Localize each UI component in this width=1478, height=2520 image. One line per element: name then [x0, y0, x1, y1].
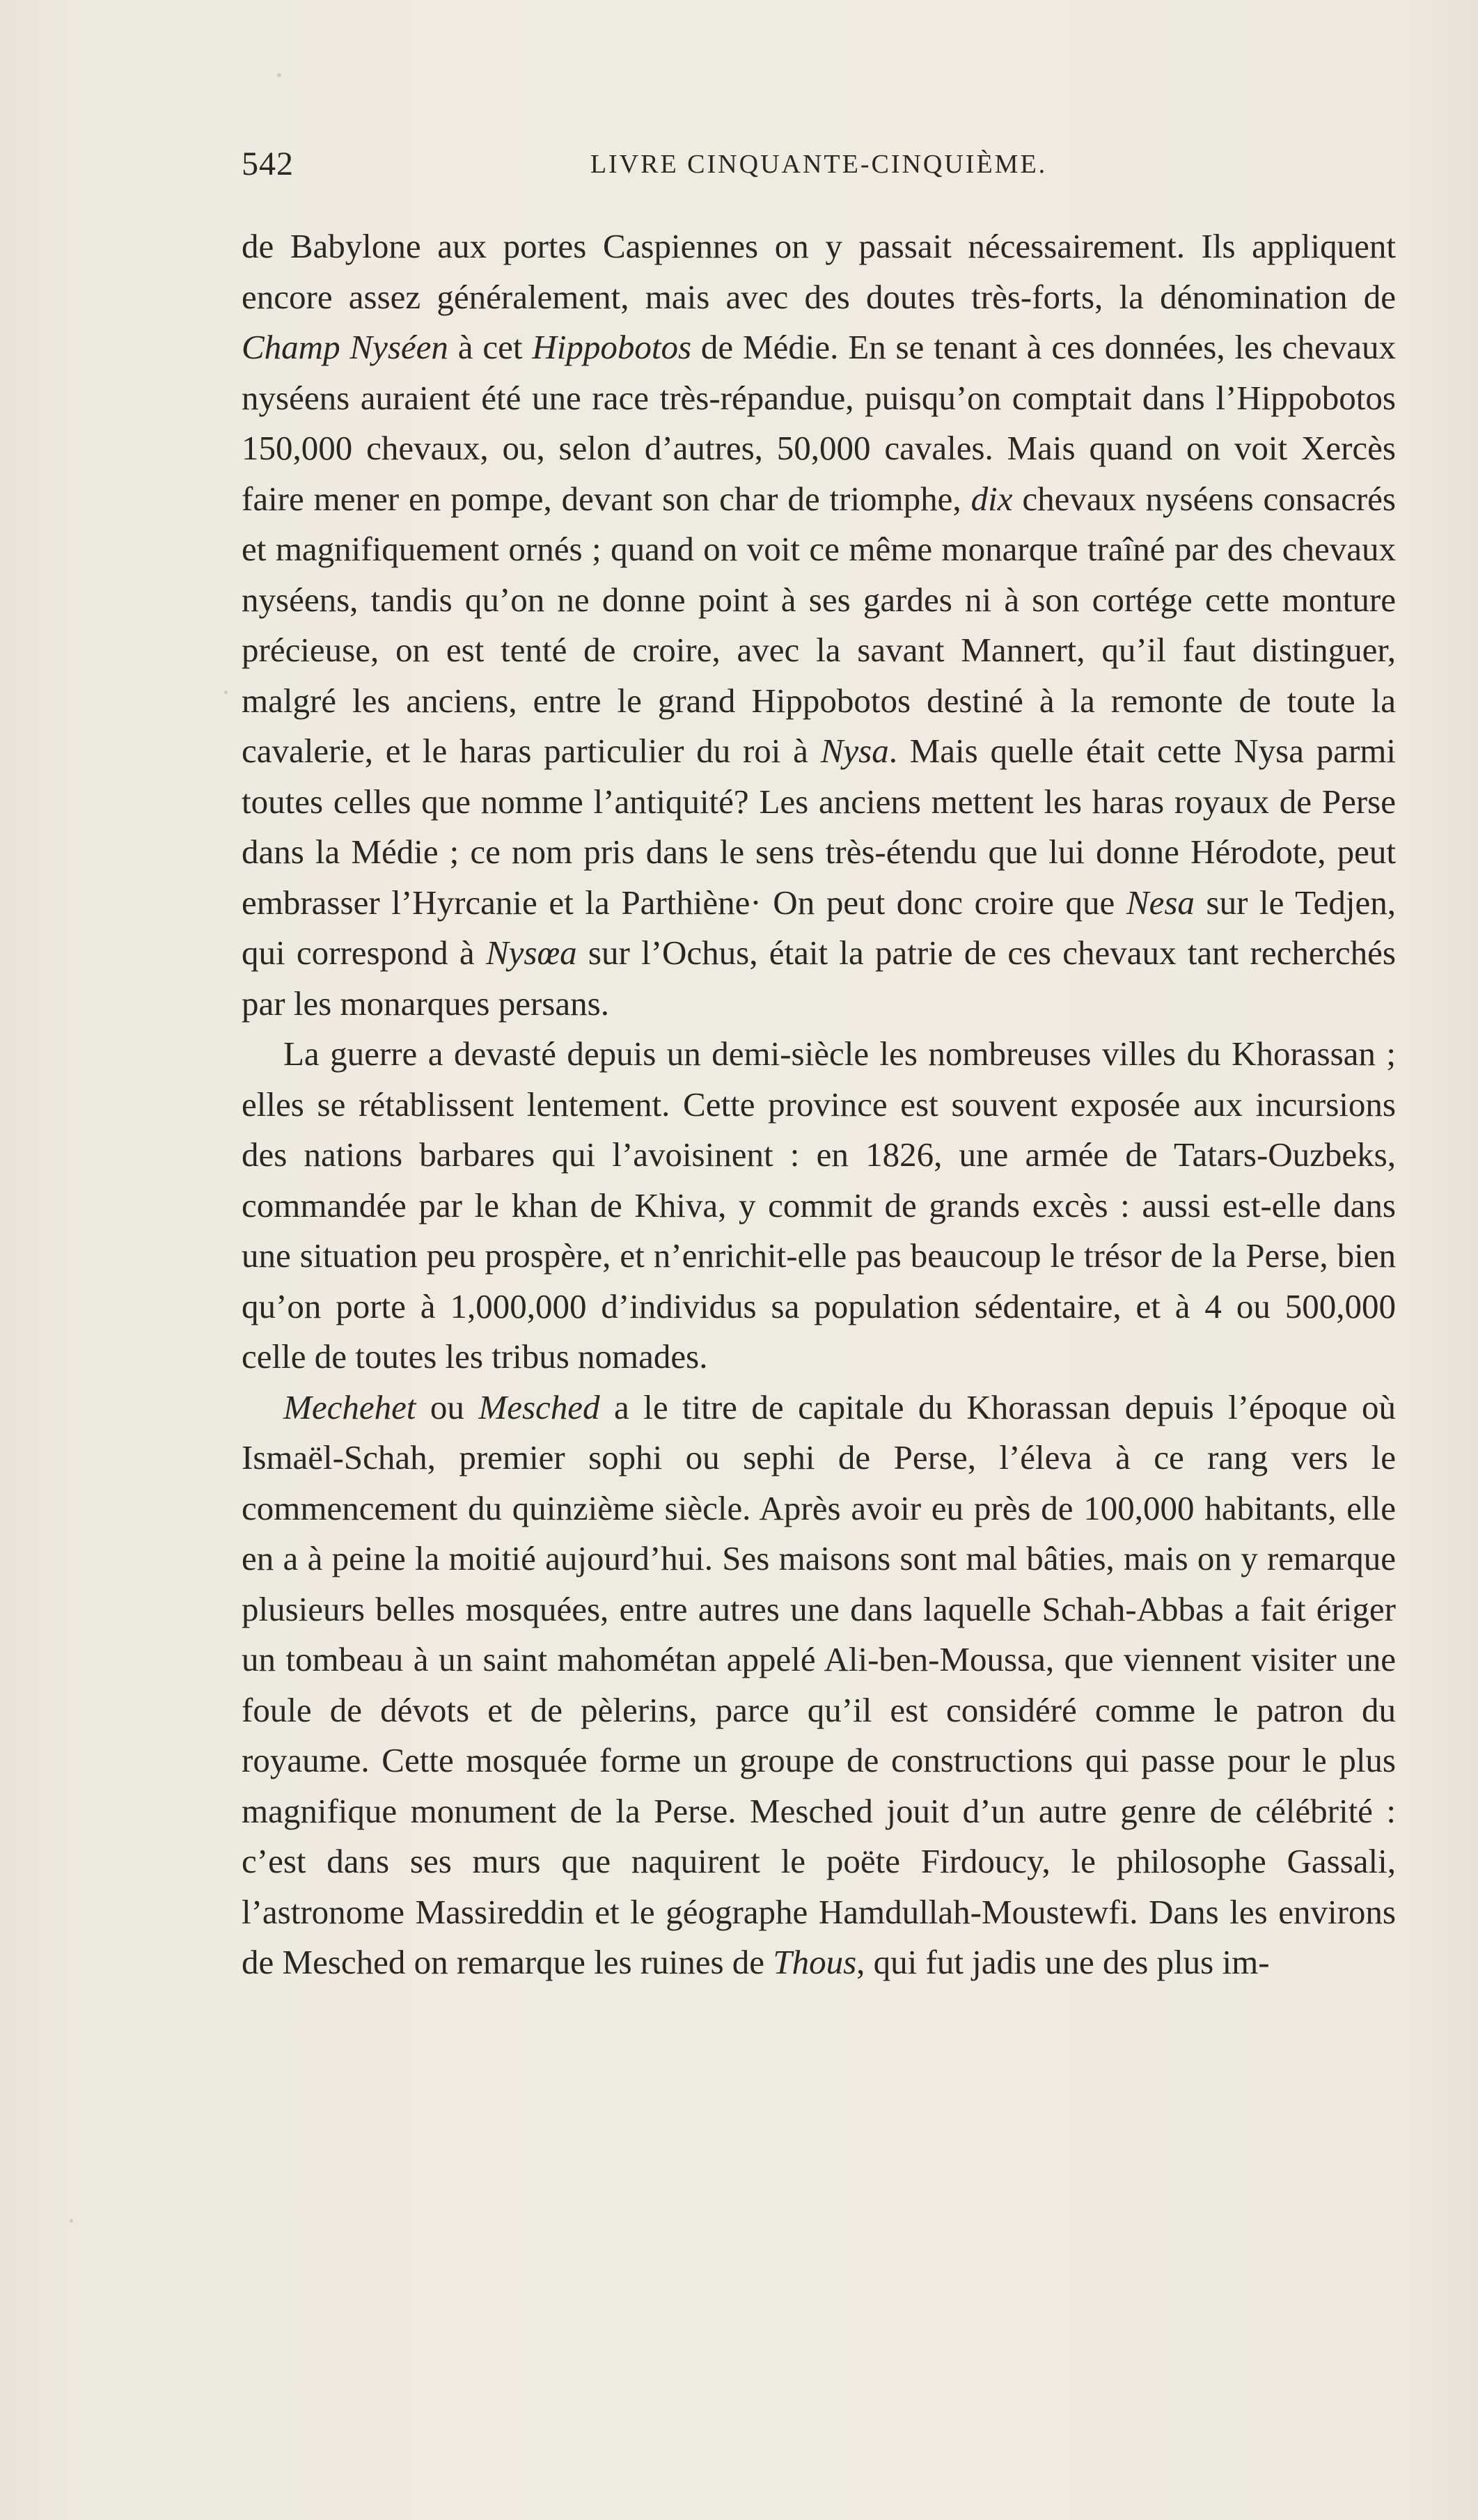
paper-speck: [70, 2219, 73, 2223]
italic-term: dix: [970, 479, 1013, 518]
paper-speck: [277, 73, 281, 77]
italic-term: Nesa: [1126, 883, 1195, 922]
body-text: [242, 221, 1396, 1988]
paper-speck: [224, 691, 228, 694]
page-header: [242, 145, 1396, 194]
italic-term: Nysa: [820, 732, 889, 770]
paragraph: de Babylone aux portes Caspiennes on y passait nécessairement. Ils appliquent encore assez généralement, mais avec des doutes très-forts, la dénomination de Champ Nyséen à cet Hippobotos de Médie. En se tenant à ces données, les chevaux nyséens auraient été une race très-répandue, puisqu’on comptait dans l’Hippobotos 150,000 chevaux, ou, selon d’autres, 50,000 cavales. Mais quand on voit Xercès faire mener en pompe, devant son char de triomphe, dix chevaux nyséens consacrés et magnifiquement ornés ; quand on voit ce même monarque traîné par des chevaux nyséens, tandis qu’on ne donne point à ses gardes ni à son cortége cette monture précieuse, on est tenté de croire, avec la savant Mannert, qu’il faut distinguer, malgré les anciens, entre le grand Hippobotos destiné à la remonte de toute la cavalerie, et le haras particulier du roi à Nysa. Mais quelle était cette Nysa parmi toutes celles que nomme l’antiquité? Les anciens mettent les haras royaux de Perse dans la Médie ; ce nom pris dans le sens très-étendu que lui donne Hérodote, peut embrasser l’Hyrcanie et la Parthiène· On peut donc croire que Nesa sur le Tedjen, qui correspond à Nysœa sur l’Ochus, était la patrie de ces chevaux tant recherchés par les monarques persans.: [242, 227, 1397, 1023]
italic-term: Mechehet: [283, 1387, 416, 1426]
italic-term: Champ Nyséen: [242, 328, 448, 366]
paragraph: Mechehet ou Mesched a le titre de capitale du Khorassan depuis l’époque où Ismaël-Schah, premier sophi ou sephi de Perse, l’éleva à ce rang vers le commencement du quinzième siècle. Après avoir eu près de 100,000 habitants, elle en a à peine la moitié aujourd’hui. Ses maisons sont mal bâties, mais on y remarque plusieurs belles mosquées, entre autres une dans laquelle Schah-Abbas a fait ériger un tombeau à un saint mahométan appelé Ali-ben-Moussa, que viennent visiter une foule de dévots et de pèlerins, parce qu’il est considéré comme le patron du royaume. Cette mosquée forme un groupe de constructions qui passe pour le plus magnifique monument de la Perse. Mesched jouit d’un autre genre de célébrité : c’est dans ses murs que naquirent le poëte Firdoucy, le philosophe Gassali, l’astronome Massireddin et le géographe Hamdullah-Moustewfi. Dans les environs de Mesched on remarque les ruines de Thous, qui fut jadis une des plus im-: [242, 1387, 1396, 1981]
paragraph: La guerre a devasté depuis un demi-siècle les nombreuses villes du Khorassan ; elles se rétablissent lentement. Cette province est souvent exposée aux incursions des nations barbares qui l’avoisinent : en 1826, une armée de Tatars-Ouzbeks, commandée par le khan de Khiva, y commit de grands excès : aussi est-elle dans une situation peu prospère, et n’enrichit-elle pas beaucoup le trésor de la Perse, bien qu’on porte à 1,000,000 d’individus sa population sédentaire, et à 4 ou 500,000 celle de toutes les tribus nomades.: [242, 1034, 1396, 1376]
italic-term: Hippobotos: [532, 328, 692, 366]
italic-term: Nysœa: [485, 934, 577, 972]
page-number: 542: [242, 145, 294, 182]
italic-term: Thous: [773, 1943, 857, 1981]
italic-term: Mesched: [478, 1387, 600, 1426]
running-title: LIVRE CINQUANTE-CINQUIÈME.: [590, 150, 1048, 179]
